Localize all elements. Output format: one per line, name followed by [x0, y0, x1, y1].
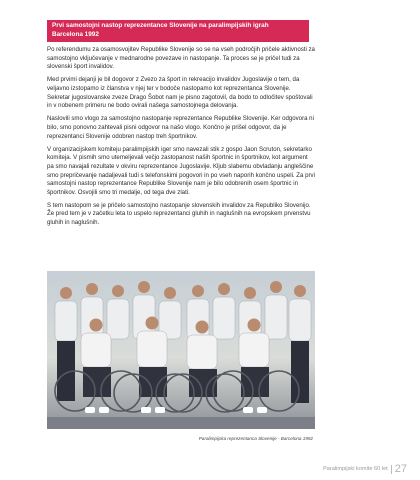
- page-footer: [323, 462, 407, 476]
- paragraph-3: Naslovili smo vlogo za samostojno nastopanje reprezentance Republike Slovenije. Ker odgovora ni bilo, smo ponovno zahtevali pisni odgovor na našo vlogo. Končno je prišel odgovor, da je reprezentanci Slovenije odobren nastop treh športnikov.: [47, 115, 314, 140]
- page-number: 27: [394, 463, 407, 475]
- paragraph-1: Po referendumu za osamosvojitev Republike Slovenije so se na vseh področjih pričele aktivnosti za samostojno vključevanje v mednarodne povezave in nastopanje. Ta proces se je pričel tudi za slovenski šport invalidov.: [47, 46, 315, 71]
- article-body: [47, 46, 315, 232]
- section-title-line-1: Prvi samostojni nastop reprezentance Slovenije na paralimpijskih igrah: [52, 22, 269, 29]
- photo-caption: Paralimpijska reprezentanca Slovenije - Barcelona 1992: [198, 436, 313, 441]
- footer-text: Paralimpijski komite 60 let: [323, 466, 388, 472]
- team-photo-illustration: [47, 271, 315, 429]
- team-photo: [47, 271, 315, 429]
- footer-divider: [391, 465, 392, 474]
- paragraph-4: V organizacijskem komiteju paralimpijskih iger smo navezali stik z gospo Jaon Scruton, sekretarko komiteja. V pismih smo utemeljevali večjo zastopanost naših športnic in športnikov, kot argument pa smo navajali rezultate v okviru reprezentance Jugoslavije. Kljub slabemu obvladanju angleščine smo prepričevanje nadaljevali tudi s telefonskimi pogovori in po vseh naporih končno uspeli. Za prvi samostojni nastop reprezentance Republike Slovenije nam je bilo odobrenih osem športnic in športnikov. Osvojili smo tri medalje, od tega dve zlati.: [47, 145, 315, 196]
- section-title-bar: [47, 20, 309, 42]
- section-title-line-2: Barcelona 1992: [52, 30, 99, 38]
- paragraph-5: S tem nastopom se je pričelo samostojno nastopanje slovenskih invalidov za Republiko Slovenijo. Že pred tem je v začetku leta to uspelo reprezentanci gluhih in naglušnih na evropskem prvenstvu gluhih in naglušnih.: [47, 201, 311, 227]
- paragraph-2: Med prvimi dejanji je bil dogovor z Zvezo za šport in rekreacijo invalidov Jugoslavije o tem, da veljavno izstopamo iz članstva v njej ter v bodoče nastopamo kot reprezentanca Slovenije. Sekretar jugoslovanske zveze Drago Šobot nam je pisno zagotovil, da bodo to odločitev spoštovali in v nobenem primeru ne bodo ovirali našega samostojnega delovanja.: [47, 76, 313, 110]
